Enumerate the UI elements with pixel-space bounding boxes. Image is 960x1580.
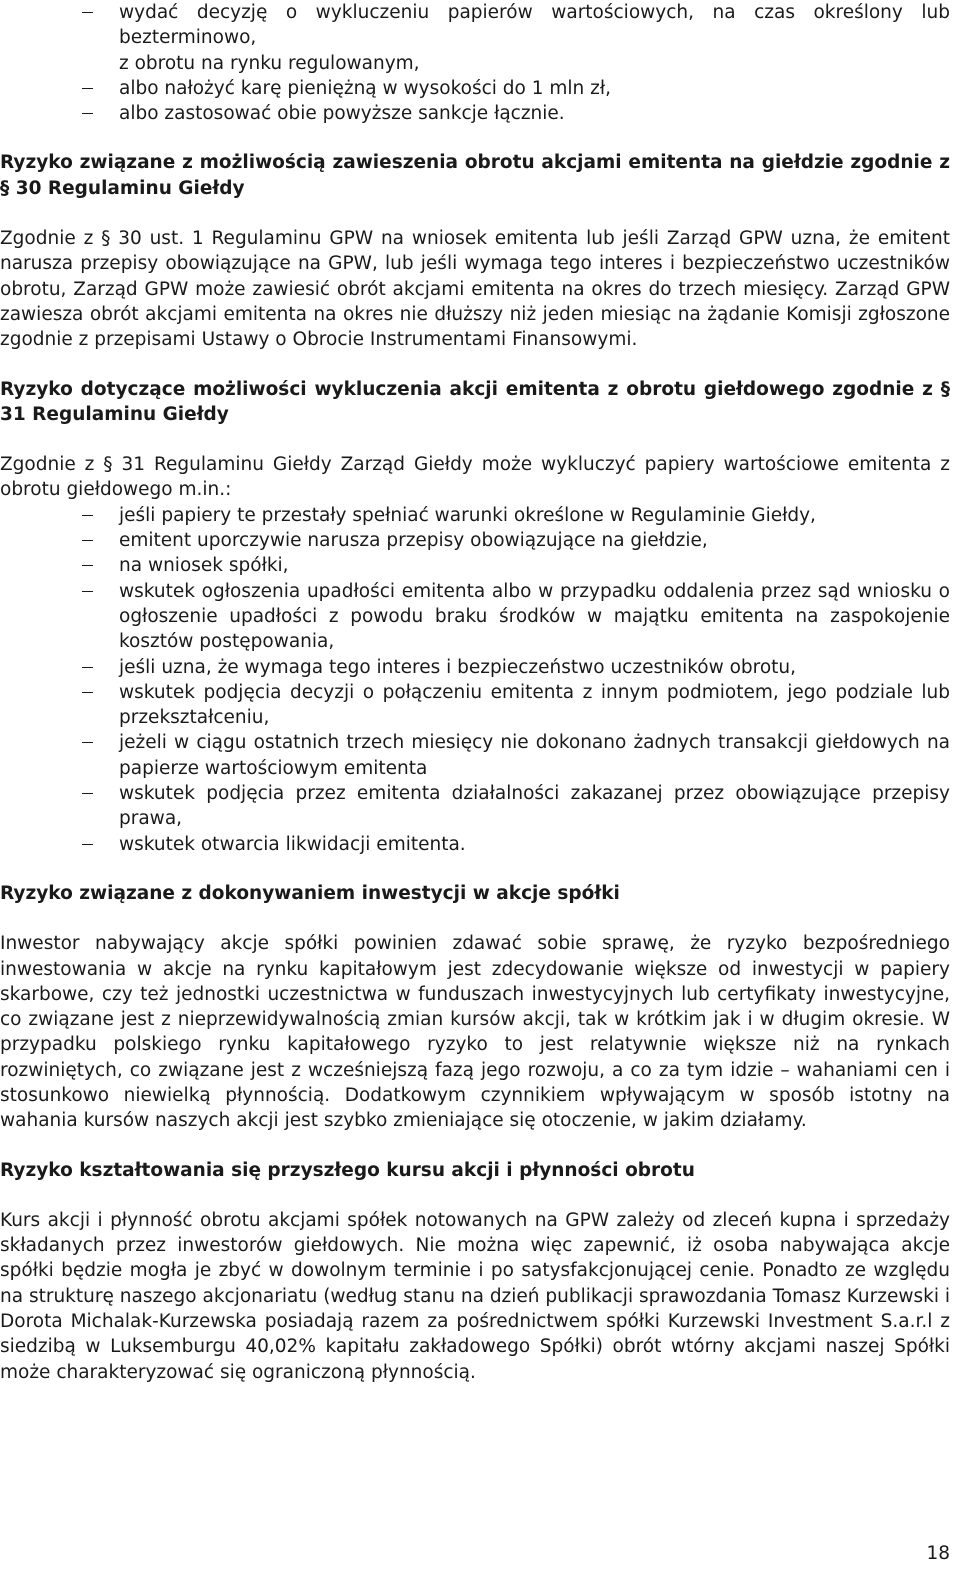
- list-item-text: z obrotu na rynku regulowanym,: [119, 52, 420, 74]
- list-item: [0, 680, 950, 731]
- section-heading: Ryzyko związane z dokonywaniem inwestycji w akcje spółki: [0, 882, 620, 904]
- list-item: [0, 579, 950, 655]
- list-item-text: albo nałożyć karę pieniężną w wysokości do 1 mln zł,: [119, 77, 611, 99]
- list-item: [0, 528, 950, 553]
- section-paragraph: Kurs akcji i płynność obrotu akcjami spółek notowanych na GPW zależy od zleceń kupna i sprzedaży składanych przez inwestorów giełdowych. Nie można więc zapewnić, iż osoba nabywająca akcje spółki będzie mogła je zbyć w dowolnym terminie i po satysfakcjonującej cenie. Ponadto ze względu na strukturę naszego akcjonariatu (według stanu na dzień publikacji sprawozdania Tomasz Kurzewski i Dorota Michalak-Kurzewska posiadają razem za pośrednictwem spółki Kurzewski Investment S.a.r.l z siedzibą w Luksemburgu 40,02% kapitału zakładowego Spółki) obrót wtórny akcjami naszej Spółki może charakteryzować się ograniczoną płynnością.: [0, 1209, 950, 1383]
- dash-bullet-icon: [82, 793, 93, 794]
- list-item-text: wydać decyzję o wykluczeniu papierów wartościowych, na czas określony lub bezterminowo,: [119, 2, 950, 49]
- page-number: 18: [926, 1543, 950, 1564]
- list-item: [0, 503, 950, 528]
- section-heading: Ryzyko dotyczące możliwości wykluczenia akcji emitenta z obrotu giełdowego zgodnie z § 31 Regulaminu Giełdy: [0, 378, 950, 425]
- section-heading: Ryzyko związane z możliwością zawieszenia obrotu akcjami emitenta na giełdzie zgodnie z § 30 Regulaminu Giełdy: [0, 152, 950, 199]
- list-item-text: emitent uporczywie narusza przepisy obowiązujące na giełdzie,: [119, 530, 708, 552]
- list-item: [0, 101, 950, 126]
- list-item: [0, 781, 950, 832]
- list-item: [0, 0, 950, 51]
- section-paragraph: Zgodnie z § 31 Regulaminu Giełdy Zarząd Giełdy może wykluczyć papiery wartościowe emitenta z obrotu giełdowego m.in.:: [0, 454, 950, 501]
- section-heading: Ryzyko kształtowania się przyszłego kursu akcji i płynności obrotu: [0, 1159, 695, 1181]
- dash-bullet-icon: [82, 12, 93, 13]
- list-item: [0, 832, 950, 857]
- list-item-text: albo zastosować obie powyższe sankcje łącznie.: [119, 103, 565, 125]
- section-paragraph: Zgodnie z § 30 ust. 1 Regulaminu GPW na wniosek emitenta lub jeśli Zarząd GPW uzna, że emitent narusza przepisy obowiązujące na GPW, lub jeśli wymaga tego interes i bezpieczeństwo uczestników obrotu, Zarząd GPW może zawiesić obrót akcjami emitenta na okres do trzech miesięcy. Zarząd GPW zawiesza obrót akcjami emitenta na okres nie dłuższy niż jeden miesiąc na żądanie Komisji zgłoszone zgodnie z przepisami Ustawy o Obrocie Instrumentami Finansowymi.: [0, 228, 950, 351]
- list-item-text: jeśli papiery te przestały spełniać warunki określone w Regulaminie Giełdy,: [119, 504, 816, 526]
- list-item-text: wskutek podjęcia przez emitenta działalności zakazanej przez obowiązujące przepisy prawa,: [119, 783, 950, 830]
- dash-bullet-icon: [82, 515, 93, 516]
- section-paragraph: Inwestor nabywający akcje spółki powinien zdawać sobie sprawę, że ryzyko bezpośredniego inwestowania w akcje na rynku kapitałowym jest zdecydowanie większe od inwestycji w papiery skarbowe, czy też jednostki uczestnictwa w funduszach inwestycyjnych lub certyfikaty inwestycyjne, co związane jest z nieprzewidywalnością zmian kursów akcji, tak w krótkim jak i w długim okresie. W przypadku polskiego rynku kapitałowego ryzyko to jest relatywnie większe niż na rynkach rozwiniętych, co związane jest z wcześniejszą fazą jego rozwoju, a co za tym idzie – wahaniami cen i stosunkowo niewielką płynnością. Dodatkowym czynnikiem wpływającym w sposób istotny na wahania kursów naszych akcji jest szybko zmieniające się otoczenie, w jakim działamy.: [0, 933, 950, 1132]
- list-item-text: wskutek podjęcia decyzji o połączeniu emitenta z innym podmiotem, jego podziale lub przekształceniu,: [119, 681, 950, 729]
- list-item-text: wskutek ogłoszenia upadłości emitenta albo w przypadku oddalenia przez sąd wniosku o ogłoszenie upadłości z powodu braku środków w majątku emitenta na zaspokojenie kosztów postępowania,: [119, 580, 950, 653]
- list-item-continuation: [0, 51, 950, 76]
- list-item: [0, 730, 950, 781]
- dash-bullet-icon: [82, 667, 93, 668]
- dash-bullet-icon: [82, 540, 93, 541]
- dash-bullet-icon: [82, 88, 93, 89]
- list-item-text: jeżeli w ciągu ostatnich trzech miesięcy nie dokonano żadnych transakcji giełdowych na papierze wartościowym emitenta: [119, 732, 950, 779]
- list-item: [0, 553, 950, 578]
- dash-bullet-icon: [82, 742, 93, 743]
- dash-bullet-icon: [82, 113, 93, 114]
- dash-bullet-icon: [82, 565, 93, 566]
- dash-bullet-icon: [82, 844, 93, 845]
- list-item-text: na wniosek spółki,: [119, 555, 289, 577]
- list-item-text: wskutek otwarcia likwidacji emitenta.: [119, 833, 466, 855]
- delisting-reasons-list: [0, 503, 950, 857]
- sanctions-list: [0, 0, 950, 126]
- dash-bullet-icon: [82, 591, 93, 592]
- list-item: [0, 76, 950, 101]
- list-item: [0, 655, 950, 680]
- list-item-text: jeśli uzna, że wymaga tego interes i bezpieczeństwo uczestników obrotu,: [119, 656, 797, 678]
- dash-bullet-icon: [82, 692, 93, 693]
